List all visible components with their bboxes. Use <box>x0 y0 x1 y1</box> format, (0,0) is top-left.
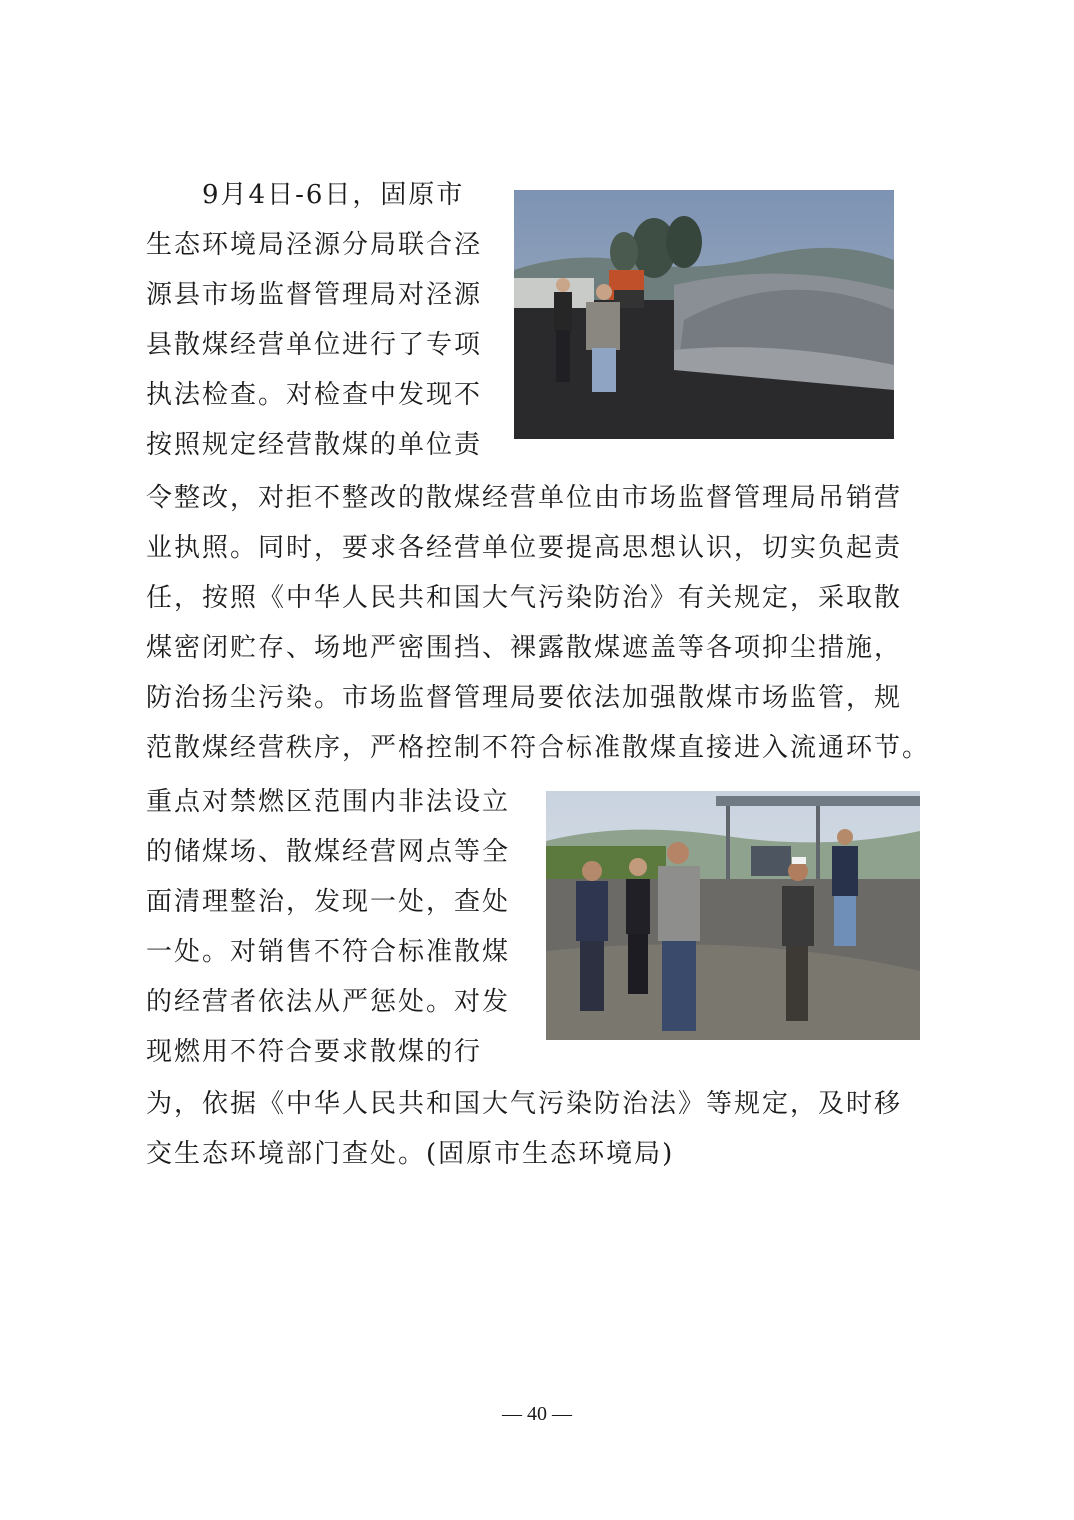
page-number: — 40 — <box>502 1403 572 1425</box>
text-line-3: 源县市场监督管理局对泾源 <box>146 280 483 310</box>
text-line-20: 交生态环境部门查处。(固原市生态环境局) <box>146 1139 675 1169</box>
text-line-8: 业执照。同时，要求各经营单位要提高思想认识，切实负起责 <box>146 533 903 563</box>
text-line-9: 任，按照《中华人民共和国大气污染防治》有关规定，采取散 <box>146 583 903 613</box>
text-line-13: 重点对禁燃区范围内非法设立 <box>146 787 511 817</box>
text-line-16: 一处。对销售不符合标准散煤 <box>146 937 511 967</box>
text-line-14: 的储煤场、散煤经营网点等全 <box>146 837 511 867</box>
text-line-15: 面清理整治，发现一处，查处 <box>146 887 511 917</box>
text-line-4: 县散煤经营单位进行了专项 <box>146 330 483 360</box>
text-line-18: 现燃用不符合要求散煤的行 <box>146 1037 483 1067</box>
text-line-17: 的经营者依法从严惩处。对发 <box>146 987 511 1017</box>
text-line-6: 按照规定经营散煤的单位责 <box>146 430 483 460</box>
text-line-19: 为，依据《中华人民共和国大气污染防治法》等规定，及时移 <box>146 1089 903 1119</box>
text-line-10: 煤密闭贮存、场地严密围挡、裸露散煤遮盖等各项抑尘措施， <box>146 633 903 663</box>
inspection-photo <box>546 791 920 1040</box>
text-line-2: 生态环境局泾源分局联合泾 <box>146 230 483 260</box>
text-line-5: 执法检查。对检查中发现不 <box>146 380 483 410</box>
text-line-12: 范散煤经营秩序，严格控制不符合标准散煤直接进入流通环节。 <box>146 733 931 763</box>
text-line-11: 防治扬尘污染。市场监督管理局要依法加强散煤市场监管，规 <box>146 683 903 713</box>
coal-yard-photo <box>514 190 894 439</box>
text-line-1: 9月4日-6日，固原市 <box>202 180 465 210</box>
text-line-7: 令整改，对拒不整改的散煤经营单位由市场监督管理局吊销营 <box>146 483 903 513</box>
